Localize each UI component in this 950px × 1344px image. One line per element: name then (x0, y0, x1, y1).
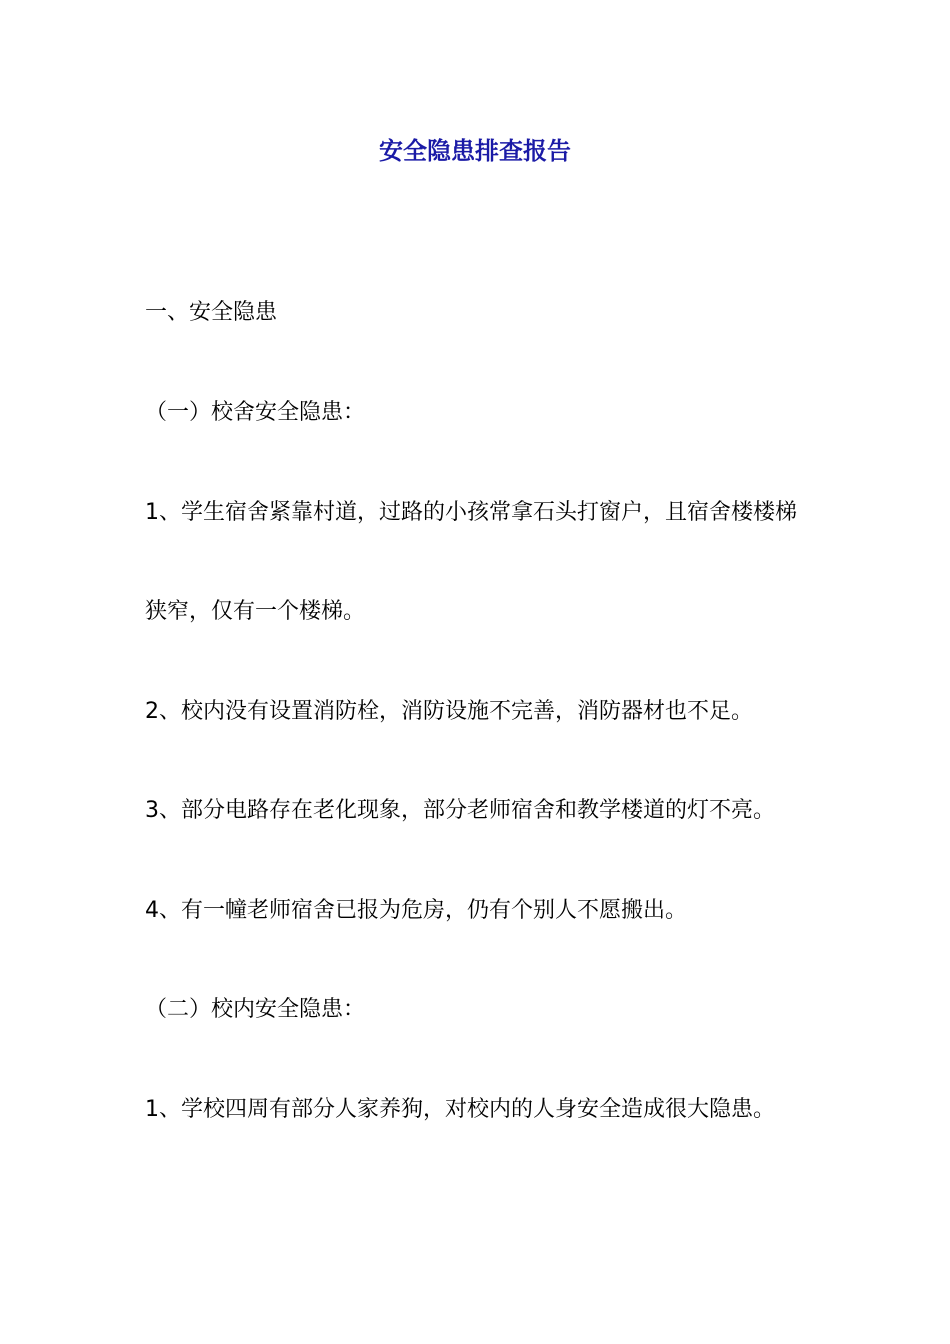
document-title: 安全隐患排查报告 (379, 137, 571, 165)
subsection-heading: （一）校舍安全隐患： (145, 400, 366, 425)
paragraph-line: 3、部分电路存在老化现象，部分老师宿舍和教学楼道的灯不亮。 (145, 798, 775, 823)
paragraph-line: 2、校内没有设置消防栓，消防设施不完善，消防器材也不足。 (145, 699, 753, 724)
section-heading: 一、安全隐患 (145, 300, 278, 325)
paragraph-line: 1、学生宿舍紧靠村道，过路的小孩常拿石头打窗户，且宿舍楼楼梯 (145, 500, 797, 525)
paragraph-line: 狭窄，仅有一个楼梯。 (145, 599, 366, 624)
paragraph-line: 1、学校四周有部分人家养狗，对校内的人身安全造成很大隐患。 (145, 1097, 775, 1122)
paragraph-line: 4、有一幢老师宿舍已报为危房，仍有个别人不愿搬出。 (145, 898, 687, 923)
subsection-heading: （二）校内安全隐患： (145, 997, 366, 1022)
